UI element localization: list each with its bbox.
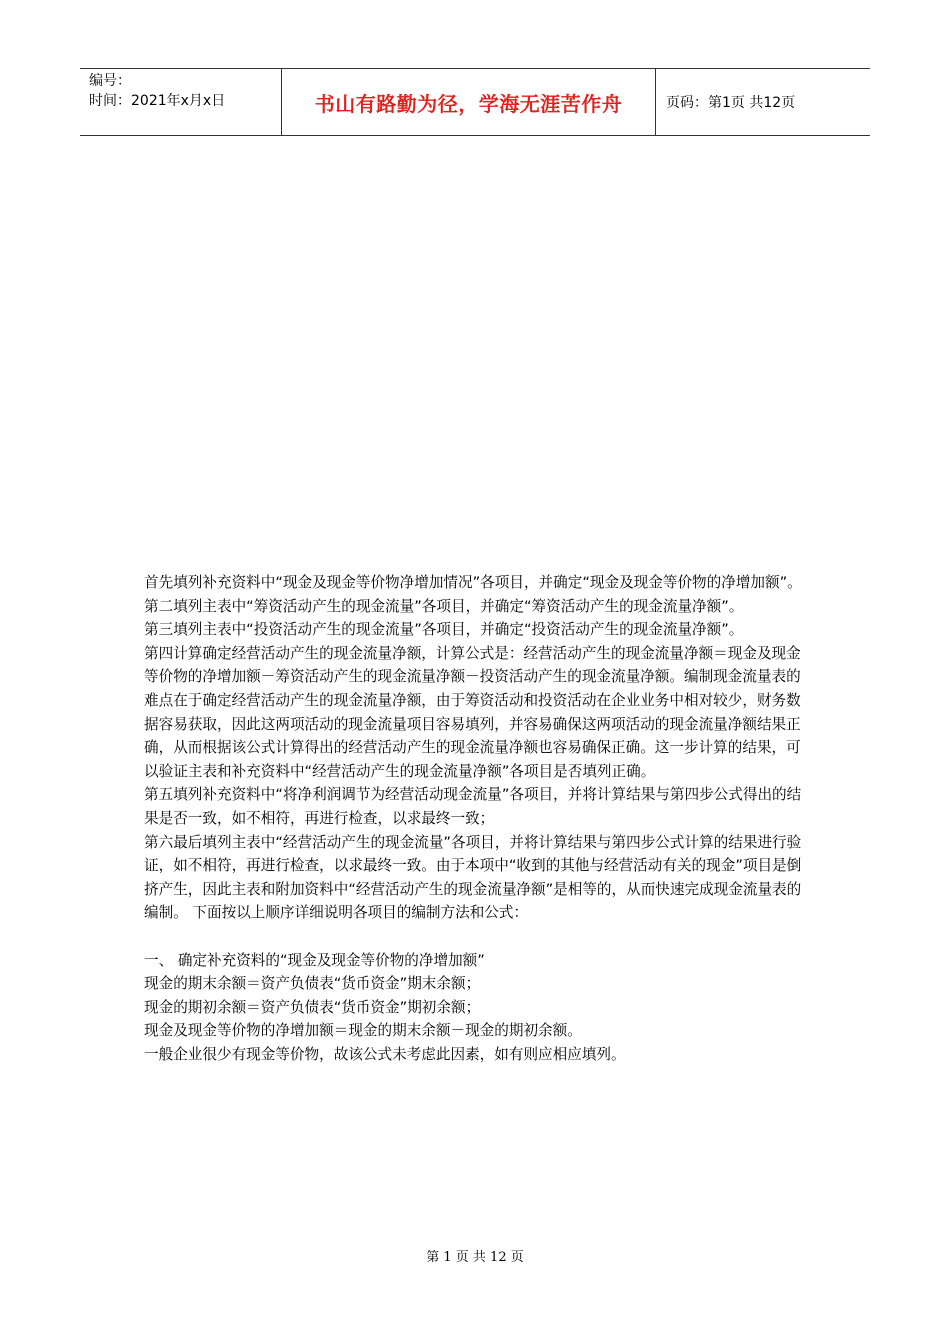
paragraph-step-4: 第四计算确定经营活动产生的现金流量净额，计算公式是：经营活动产生的现金流量净额＝现金及现金等价物的净增加额－筹资活动产生的现金流量净额－投资活动产生的现金流量净额。编制现金流量表的难点在于确定经营活动产生的现金流量净额，由于筹资活动和投资活动在企业业务中相对较少，财务数据容易获取，因此这两项活动的现金流量项目容易填列，并容易确保这两项活动的现金流量净额结果正确，从而根据该公式计算得出的经营活动产生的现金流量净额也容易确保正确。这一步计算的结果，可以验证主表和补充资料中“经营活动产生的现金流量净额”各项目是否填列正确。 xyxy=(144,644,801,780)
document-number-label: 编号： xyxy=(89,73,131,89)
section-line: 现金的期初余额＝资产负债表“货币资金”期初余额； xyxy=(144,998,481,1016)
header-motto: 书山有路勤为径，学海无涯苦作舟 xyxy=(314,91,623,116)
section-heading: 一、 确定补充资料的“现金及现金等价物的净增加额” xyxy=(144,951,485,969)
paragraph-step-3: 第三填列主表中“投资活动产生的现金流量”各项目，并确定“投资活动产生的现金流量净额”。 xyxy=(144,621,744,639)
document-time-label: 时间：2021年x月x日 xyxy=(89,93,226,109)
header-page-cell xyxy=(656,69,870,135)
header-meta xyxy=(80,69,282,135)
section-line: 现金及现金等价物的净增加额＝现金的期末余额－现金的期初余额。 xyxy=(144,1022,582,1040)
document-header xyxy=(80,68,870,136)
section-line: 一般企业很少有现金等价物，故该公式未考虑此因素，如有则应相应填列。 xyxy=(144,1045,626,1063)
page-footer: 第 1 页 共 12 页 xyxy=(426,1250,524,1265)
header-motto-cell xyxy=(282,69,656,135)
paragraph-step-1: 首先填列补充资料中“现金及现金等价物净增加情况”各项目，并确定“现金及现金等价物的净增加额”。 xyxy=(144,574,802,591)
paragraph-spacer xyxy=(144,925,810,949)
section-line: 现金的期末余额＝资产负债表“货币资金”期末余额； xyxy=(144,975,481,993)
paragraph-step-6: 第六最后填列主表中“经营活动产生的现金流量”各项目，并将计算结果与第四步公式计算的结果进行验证，如不相符，再进行检查，以求最终一致。由于本项中“收到的其他与经营活动有关的现金”项目是倒挤产生，因此主表和附加资料中“经营活动产生的现金流量净额”是相等的，从而快速完成现金流量表的编制。 下面按以上顺序详细说明各项目的编制方法和公式： xyxy=(144,833,802,922)
paragraph-step-5: 第五填列补充资料中“将净利润调节为经营活动现金流量”各项目，并将计算结果与第四步公式得出的结果是否一致，如不相符，再进行检查，以求最终一致； xyxy=(144,786,802,827)
header-page-number: 页码：第1页 共12页 xyxy=(666,95,796,111)
paragraph-step-2: 第二填列主表中“筹资活动产生的现金流量”各项目，并确定“筹资活动产生的现金流量净额”。 xyxy=(144,597,744,615)
document-body xyxy=(144,571,810,1066)
